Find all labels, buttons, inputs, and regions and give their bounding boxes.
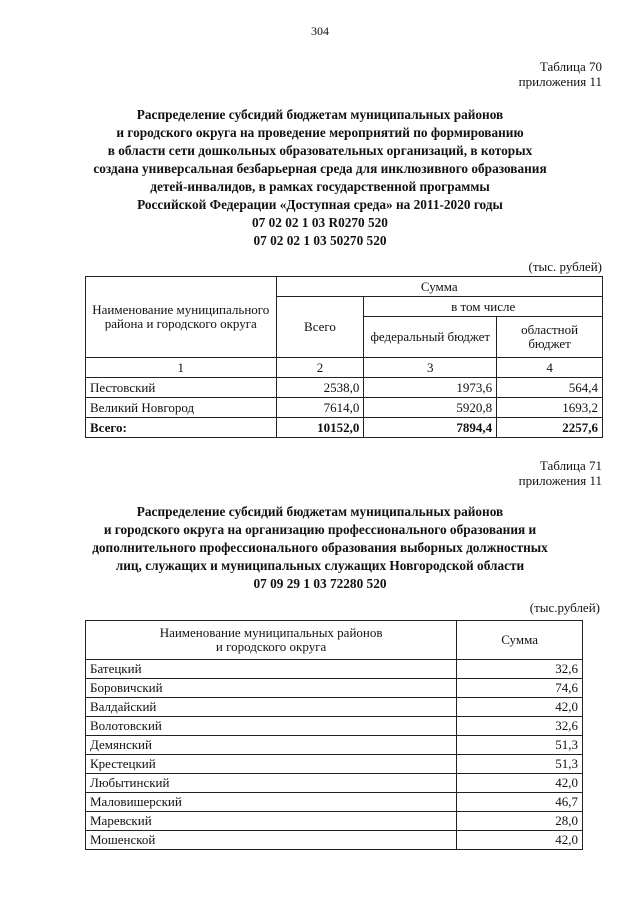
header-federal: федеральный бюджет: [364, 317, 497, 358]
row-sum: 42,0: [457, 831, 583, 850]
table71-title-line: дополнительного профессионального образования выборных должностных: [92, 540, 548, 555]
row-name: Боровичский: [86, 679, 457, 698]
row-regional: 1693,2: [497, 398, 603, 418]
table70-title-line: Распределение субсидий бюджетам муниципальных районов: [136, 107, 504, 122]
header-sum: Сумма: [276, 277, 602, 297]
row-name: Пестовский: [86, 378, 277, 398]
row-name: Великий Новгород: [86, 398, 277, 418]
row-regional: 564,4: [497, 378, 603, 398]
row-name: Батецкий: [86, 660, 457, 679]
table70-title-line: создана универсальная безбарьерная среда для инклюзивного образования: [93, 161, 547, 176]
table-row: [86, 717, 583, 736]
table71-title-line: 07 09 29 1 03 72280 520: [253, 576, 387, 591]
table70-title-line: детей-инвалидов, в рамках государственной программы: [150, 179, 490, 194]
table70-ref-line2: приложения 11: [518, 74, 602, 89]
table70-units: (тыс. рублей): [528, 259, 602, 274]
totals-regional: 2257,6: [497, 418, 603, 438]
table70-ref-line1: Таблица 70: [539, 59, 602, 74]
row-name: Любытинский: [86, 774, 457, 793]
table71-title: [40, 503, 600, 593]
table71-ref-line1: Таблица 71: [539, 458, 602, 473]
row-name: Мошенской: [86, 831, 457, 850]
table71: [85, 620, 583, 850]
table71-title-line: лиц, служащих и муниципальных служащих Новгородской области: [115, 558, 525, 573]
totals-federal: 7894,4: [364, 418, 497, 438]
table-row: [86, 660, 583, 679]
table71-units: (тыс.рублей): [529, 600, 600, 615]
row-name: Демянский: [86, 736, 457, 755]
table71-reference: [519, 458, 602, 488]
totals-total: 10152,0: [276, 418, 364, 438]
row-sum: 42,0: [457, 698, 583, 717]
header-total: Всего: [276, 297, 364, 358]
table-row: [86, 793, 583, 812]
row-name: Маловишерский: [86, 793, 457, 812]
table70-title-line: и городского округа на проведение мероприятий по формированию: [116, 125, 524, 140]
table-row: [86, 378, 603, 398]
col-number: 1: [86, 358, 277, 378]
table70-title-line: 07 02 02 1 03 50270 520: [253, 233, 387, 248]
header-including: в том числе: [364, 297, 603, 317]
row-name: Маревский: [86, 812, 457, 831]
table-row: [86, 831, 583, 850]
col-number: 4: [497, 358, 603, 378]
header-name-line1: Наименование муниципальных районов: [159, 625, 383, 640]
table71-ref-line2: приложения 11: [518, 473, 602, 488]
table70: [85, 276, 603, 438]
table-row: [86, 698, 583, 717]
table70-title-line: 07 02 02 1 03 R0270 520: [252, 215, 388, 230]
totals-row: [86, 418, 603, 438]
table-row: [86, 812, 583, 831]
row-sum: 51,3: [457, 736, 583, 755]
header-name-line2: и городского округа: [215, 639, 327, 654]
row-sum: 46,7: [457, 793, 583, 812]
row-name: Волотовский: [86, 717, 457, 736]
header-name: Наименование муниципального района и городского округа: [86, 277, 277, 358]
row-total: 2538,0: [276, 378, 364, 398]
table-row: [86, 398, 603, 418]
header-name: [86, 621, 457, 660]
header-regional: областной бюджет: [497, 317, 603, 358]
row-name: Крестецкий: [86, 755, 457, 774]
table70-reference: [519, 59, 602, 89]
table71-title-line: и городского округа на организацию профессионального образования и: [103, 522, 537, 537]
col-number: 3: [364, 358, 497, 378]
table-row: [86, 679, 583, 698]
table-row: [86, 736, 583, 755]
totals-name: Всего:: [86, 418, 277, 438]
row-sum: 51,3: [457, 755, 583, 774]
header-sum: Сумма: [457, 621, 583, 660]
row-sum: 74,6: [457, 679, 583, 698]
row-name: Валдайский: [86, 698, 457, 717]
table-row: [86, 774, 583, 793]
row-sum: 32,6: [457, 717, 583, 736]
col-number: 2: [276, 358, 364, 378]
row-federal: 5920,8: [364, 398, 497, 418]
row-federal: 1973,6: [364, 378, 497, 398]
row-total: 7614,0: [276, 398, 364, 418]
row-sum: 32,6: [457, 660, 583, 679]
table70-title: [40, 106, 600, 250]
table71-title-line: Распределение субсидий бюджетам муниципальных районов: [136, 504, 504, 519]
table70-title-line: в области сети дошкольных образовательных организаций, в которых: [107, 143, 533, 158]
table-row: [86, 755, 583, 774]
page-number: 304: [311, 24, 329, 38]
row-sum: 42,0: [457, 774, 583, 793]
row-sum: 28,0: [457, 812, 583, 831]
table70-title-line: Российской Федерации «Доступная среда» на 2011-2020 годы: [137, 197, 503, 212]
